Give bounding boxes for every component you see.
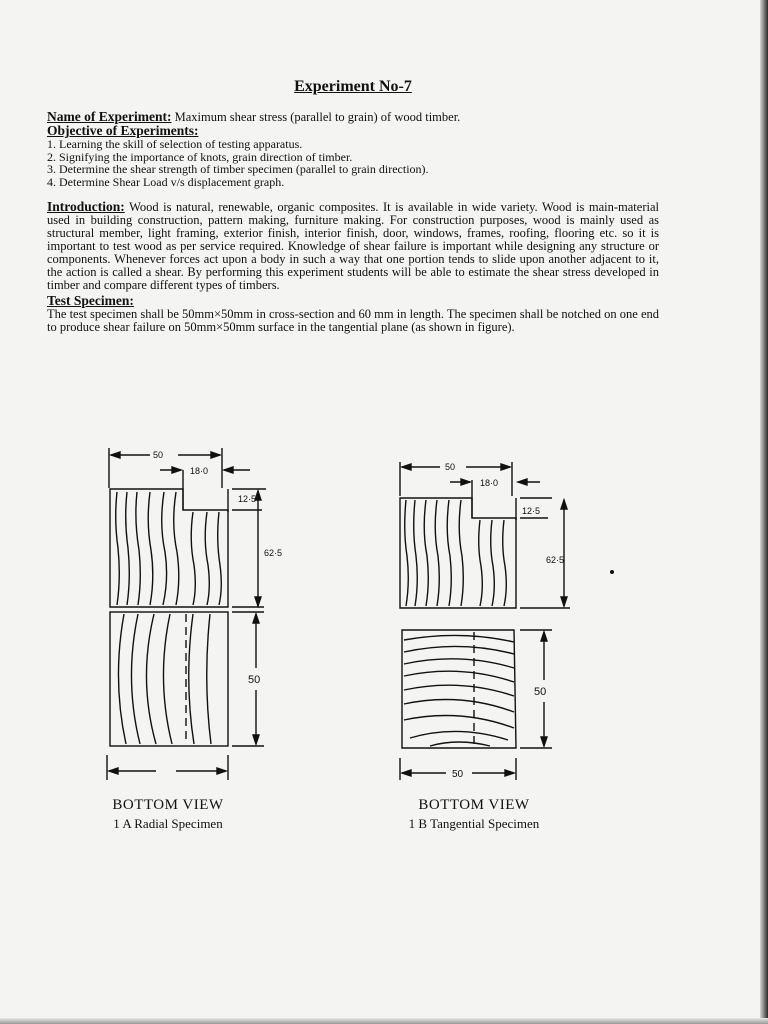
tangential-specimen-drawing bbox=[400, 462, 570, 780]
introduction-label: Introduction: bbox=[47, 199, 125, 214]
radial-view-label: BOTTOM VIEW bbox=[112, 797, 224, 813]
right-dim-bottom-horizontal: 50 bbox=[452, 769, 464, 780]
list-item: 4. Determine Shear Load v/s displacement graph. bbox=[47, 174, 285, 189]
radial-caption-block bbox=[58, 797, 278, 832]
page-bottom-edge bbox=[0, 1018, 768, 1024]
objectives-list bbox=[47, 138, 659, 188]
left-dim-bottom-vertical: 50 bbox=[248, 674, 261, 686]
page-title: Experiment No-7 bbox=[294, 78, 412, 95]
list-item: 3. Determine the shear strength of timber specimen (parallel to grain direction). bbox=[47, 162, 429, 176]
objective-heading: Objective of Experiments: bbox=[47, 123, 199, 138]
tangential-caption-block bbox=[364, 797, 584, 832]
specimen-heading-row bbox=[47, 294, 659, 308]
left-dim-notch: 18·0 bbox=[190, 466, 209, 476]
experiment-name-row bbox=[47, 110, 659, 124]
specimen-figures bbox=[0, 430, 768, 810]
speck-mark bbox=[610, 570, 614, 574]
experiment-name-text: Maximum shear stress (parallel to grain) of wood timber. bbox=[174, 110, 461, 124]
experiment-name-label: Name of Experiment: bbox=[47, 109, 172, 124]
right-dim-width: 50 bbox=[445, 462, 456, 472]
list-item: 1. Learning the skill of selection of testing apparatus. bbox=[47, 137, 303, 151]
specimen-heading: Test Specimen: bbox=[47, 293, 134, 308]
right-dim-notch-depth: 12·5 bbox=[522, 506, 541, 516]
radial-caption: 1 A Radial Specimen bbox=[113, 816, 223, 831]
list-item: 2. Signifying the importance of knots, grain direction of timber. bbox=[47, 149, 353, 164]
left-dim-notch-depth: 12·5 bbox=[238, 494, 257, 504]
tangential-caption: 1 B Tangential Specimen bbox=[408, 816, 540, 831]
objective-heading-row bbox=[47, 124, 659, 138]
right-dim-height: 62·5 bbox=[546, 555, 565, 565]
right-dim-notch: 18·0 bbox=[480, 478, 499, 488]
tangential-view-label: BOTTOM VIEW bbox=[418, 797, 530, 813]
introduction-text: Wood is natural, renewable, organic composites. It is available in wide variety. Wood is main-material used in building construction, pattern making, furniture making. For construction purposes, wood is mainly used as structural member, light framing, exterior finish, interior finish, door, windows, frames, roofing, flooring etc. so it is important to test wood as per service required. Knowledge of shear failure is important while designing any structure or components. Whenever forces act upon a body in such a way that one portion tends to slide upon another adjacent to it, the action is called a shear. By performing this experiment students will be able to estimate the shear stress developed in timber and compare different types of timbers. bbox=[47, 200, 659, 292]
left-dim-height: 62·5 bbox=[264, 548, 283, 558]
left-dim-width: 50 bbox=[153, 450, 164, 460]
specimen-paragraph: The test specimen shall be 50mm×50mm in cross-section and 60 mm in length. The specimen shall be notched on one end to produce shear failure on 50mm×50mm surface in the tangential plane (as shown in figure). bbox=[47, 307, 659, 334]
document-body bbox=[47, 110, 659, 334]
introduction-paragraph bbox=[47, 200, 659, 292]
right-dim-bottom-vertical: 50 bbox=[534, 686, 547, 698]
